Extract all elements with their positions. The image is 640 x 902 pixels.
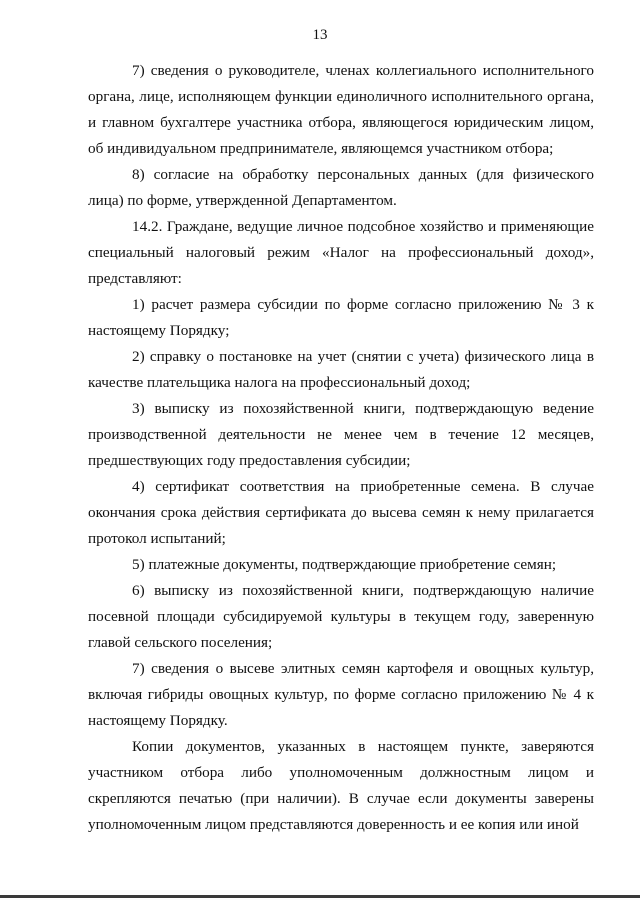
page-number: 13: [312, 27, 328, 43]
paragraph-item-2-tax-registration: 2) справку о постановке на учет (снятии с учета) физического лица в качестве плательщика налога на профессиональный доход;: [88, 348, 594, 391]
paragraph-item-7-manager-info: 7) сведения о руководителе, членах коллегиального исполнительного органа, лице, исполняющем функции единоличного исполнительного органа, и главном бухгалтере участника отбора, являющегося юридическим лицом, об индивидуальном предпринимателе, являющемся участником отбора;: [88, 62, 594, 157]
paragraph-item-4-certificate: 4) сертификат соответствия на приобретенные семена. В случае окончания срока действия сертификата до высева семян к нему прилагается протокол испытаний;: [88, 478, 594, 547]
paragraph-section-14-2: 14.2. Граждане, ведущие личное подсобное хозяйство и применяющие специальный налоговый режим «Налог на профессиональный доход», представляют:: [88, 218, 594, 287]
paragraph-item-8-personal-data-consent: 8) согласие на обработку персональных данных (для физического лица) по форме, утвержденной Департаментом.: [88, 166, 594, 209]
paragraph-item-1-subsidy-calculation: 1) расчет размера субсидии по форме согласно приложению № 3 к настоящему Порядку;: [88, 296, 594, 339]
paragraph-item-5-payment-documents: 5) платежные документы, подтверждающие приобретение семян;: [132, 556, 557, 573]
paragraph-item-6-sown-area-extract: 6) выписку из похозяйственной книги, подтверждающую наличие посевной площади субсидируемой культуры в текущем году, заверенную главой сельского поселения;: [88, 582, 594, 651]
document-body: [88, 58, 594, 838]
paragraph-document-copies: Копии документов, указанных в настоящем пункте, заверяются участником отбора либо уполномоченным должностным лицом и скрепляются печатью (при наличии). В случае если документы заверены уполномоченным лицом представляются доверенность и ее копия или иной: [88, 738, 594, 833]
scan-edge-line: [0, 895, 640, 898]
paragraph-item-7-elite-seeds-info: 7) сведения о высеве элитных семян картофеля и овощных культур, включая гибриды овощных культур, по форме согласно приложению № 4 к настоящему Порядку.: [88, 660, 594, 729]
paragraph-item-3-household-book-extract: 3) выписку из похозяйственной книги, подтверждающую ведение производственной деятельности не менее чем в течение 12 месяцев, предшествующих году предоставления субсидии;: [88, 400, 594, 469]
